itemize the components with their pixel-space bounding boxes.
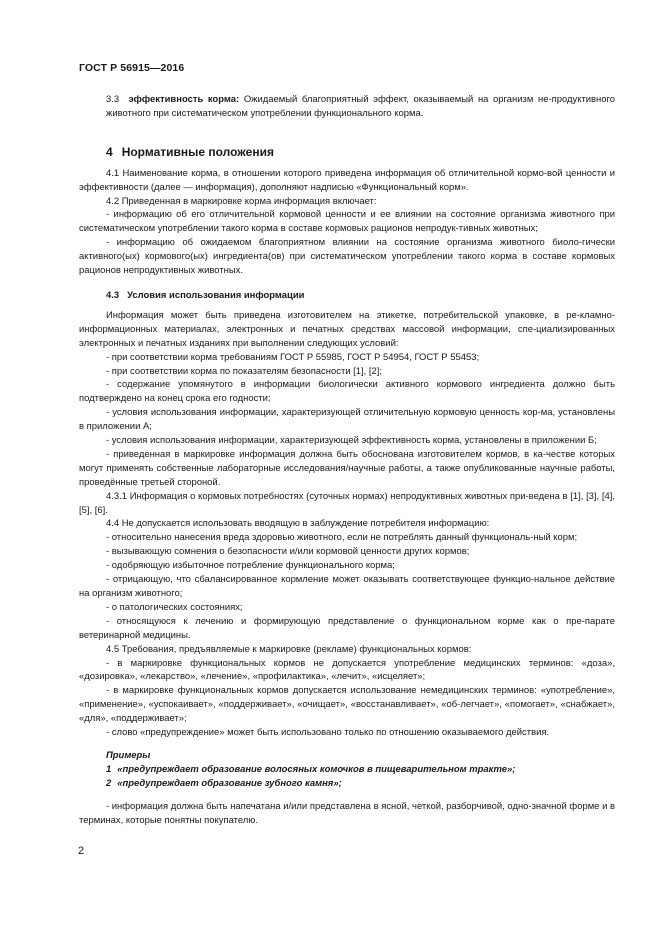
section-3-3-term: эффективность корма:: [128, 94, 240, 105]
list-item: - в маркировке функциональных кормов не допускается употребление медицинских терминов: «доза», «дозировка», «лекарство», «лечение», «профилактика», «лечит», «исцеляет»;: [79, 657, 615, 683]
paragraph-4-3-intro: Информация может быть приведена изготовителем на этикетке, потребительской упаковке, в ре-кламно-информационных материалах, электронных и печатных средствах массовой информации, спе-циализированных электронных и печатных изданиях при выполнении следующих условий:: [79, 309, 615, 349]
example-number: 2: [106, 777, 112, 789]
section-4-title: Нормативные положения: [121, 144, 274, 159]
list-item: - отрицающую, что сбалансированное кормление может оказывать соответствующее функцио-нальное действие на организм животного;: [79, 574, 615, 599]
list-item: - при соответствии корма требованиям ГОСТ Р 55985, ГОСТ Р 54954, ГОСТ Р 55453;: [106, 351, 480, 363]
list-item: - о патологических состояниях;: [106, 601, 243, 613]
list-item: - содержание упомянутого в информации биологически активного кормового ингредиента должно быть подтверждено на конец срока его годности;: [79, 379, 615, 405]
example-text: «предупреждает образование волосяных комочков в пищеварительном тракте»;: [117, 763, 516, 775]
paragraph-4-2: 4.2 Приведенная в маркировке корма информация включает:: [106, 195, 377, 207]
section-4-3-heading: [79, 289, 615, 303]
paragraph-4-5: 4.5 Требования, предъявляемые к маркировке (рекламе) функциональных кормов:: [106, 643, 472, 655]
section-4-3-number: 4.3: [106, 289, 120, 301]
list-item: - относящуюся к лечению и формирующую представление о функциональном корме как о пре-парате ветеринарной медицины.: [79, 615, 615, 641]
list-item: - информацию об ожидаемом благоприятном влиянии на состояние организма животного биоло-гически активного(ых) кормового(ых) ингредиента(ов) при систематическом употреблении такого корма в составе кормовых рационов непродуктивных животных.: [79, 237, 615, 277]
page-number: 2: [78, 845, 85, 857]
list-item: - слово «предупреждение» может быть использовано только по отношению оказываемого действия.: [106, 727, 550, 739]
paragraph-4-3-1: 4.3.1 Информация о кормовых потребностях (суточных нормах) непродуктивных животных при-ведена в [1], [3], [4], [5], [6].: [79, 490, 615, 516]
paragraph-4-1: 4.1 Наименование корма, в отношении которого приведена информация об отличительной кормо-вой ценности и эффективности (далее — информация), дополняют надписью «Функциональный корм».: [79, 167, 615, 193]
list-item: - в маркировке функциональных кормов допускается использование немедицинских терминов: «употребление», «применение», «успокаивает», «поддерживает», «очищает», «восстанавливает», «об-легчает», «помогает», «снабжает», «для», «поддерживает»;: [79, 685, 615, 725]
examples-title: Примеры: [106, 749, 151, 761]
example-item: [79, 777, 615, 791]
example-text: «предупреждает образование зубного камня»;: [117, 777, 342, 789]
list-item: - при соответствии корма по показателям безопасности [1], [2];: [106, 365, 383, 377]
final-paragraph: - информация должна быть напечатана и/или представлена в ясной, четкой, разборчивой, одно-значной форме и в терминах, которые понятны покупателю.: [79, 800, 615, 826]
example-number: 1: [106, 763, 112, 775]
section-3-3-text: Ожидаемый благоприятный эффект, оказываемый на организм не-продуктивного животного при систематическом употреблении функционального корма.: [106, 94, 616, 119]
section-4-heading: [79, 146, 615, 160]
section-3-3-number: 3.3: [106, 94, 120, 105]
list-item: - одобряющую избыточное потребление функционального корма;: [106, 560, 395, 572]
section-3-3: [79, 93, 615, 121]
list-item: - вызывающую сомнения о безопасности и/или кормовой ценности других кормов;: [106, 546, 470, 558]
list-item: - приведенная в маркировке информация должна быть обоснована изготовителем кормов, в ка-честве которых могут применять собственные лабораторные исследования/научные работы, а также опубликованные научные работы, проведённые третьей стороной.: [79, 448, 615, 488]
document-header: ГОСТ Р 56915—2016: [79, 62, 185, 74]
paragraph-4-4: 4.4 Не допускается использовать вводящую в заблуждение потребителя информацию:: [106, 518, 490, 530]
list-item: - относительно нанесения вреда здоровью животного, если не потреблять данный функциональ-ный корм;: [106, 532, 578, 544]
document-body: [79, 90, 615, 828]
list-item: - условия использования информации, характеризующей эффективность корма, установлены в приложении Б;: [106, 435, 597, 447]
list-item: - условия использования информации, характеризующей отличительную кормовую ценность кор-ма, установлены в приложении А;: [79, 407, 615, 433]
section-4-number: 4: [106, 144, 113, 159]
example-item: [79, 763, 615, 777]
list-item: - информацию об его отличительной кормовой ценности и ее влиянии на состояние организма животного при систематическом употреблении такого корма в составе кормовых рационов непродук-тивных животных;: [79, 209, 615, 235]
section-4-3-title: Условия использования информации: [127, 289, 305, 301]
